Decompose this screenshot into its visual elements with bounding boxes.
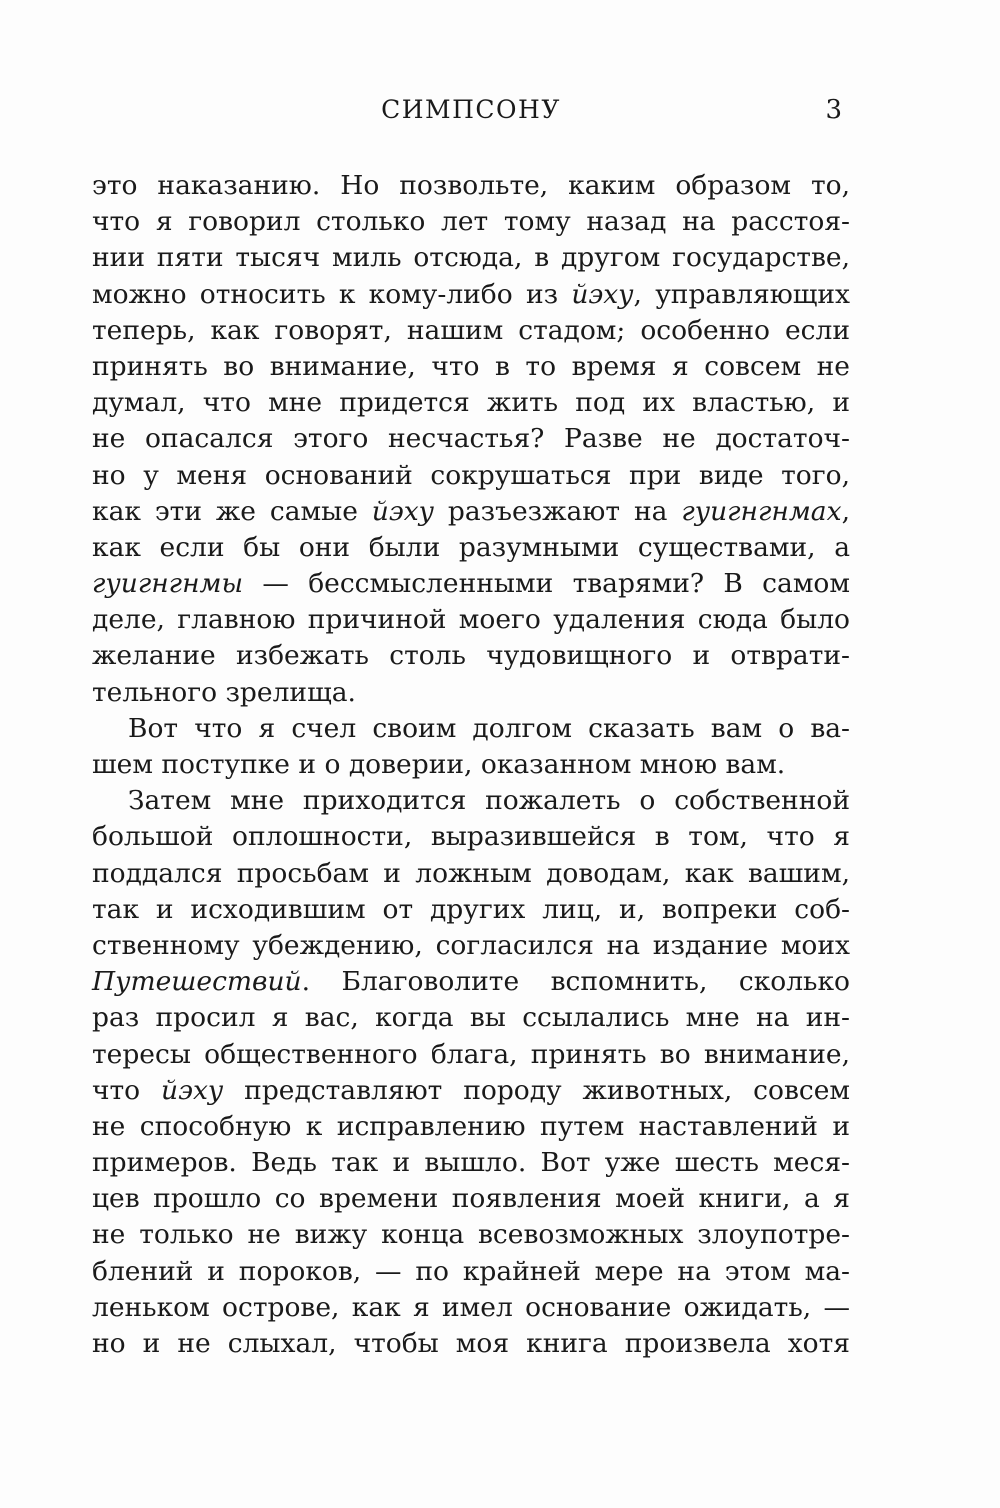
italic-word: йэху — [571, 278, 634, 310]
italic-word: йэху — [371, 495, 435, 527]
text-line — [92, 819, 850, 855]
text-line — [92, 675, 850, 711]
running-head — [92, 92, 850, 128]
text-line — [92, 1109, 850, 1145]
text-line — [92, 313, 850, 349]
text-segment: большой оплошности, выразившейся в том, что я — [92, 821, 850, 853]
text-segment: не способную к исправлению путем наставлений и — [92, 1110, 850, 1142]
text-line — [92, 421, 850, 457]
text-line — [92, 385, 850, 421]
text-segment: принять во внимание, что в то время я совсем не — [92, 350, 850, 382]
page-number: 3 — [825, 95, 842, 125]
text-segment: тересы общественного блага, принять во внимание, — [92, 1038, 850, 1070]
text-segment: нии пяти тысяч миль отсюда, в другом государстве, — [92, 242, 850, 274]
text-segment: деле, главною причиной моего удаления сюда было — [92, 604, 850, 636]
text-segment: но и не слыхал, чтобы моя книга произвела хотя — [92, 1328, 850, 1359]
text-line — [92, 1217, 850, 1253]
italic-word: гуигнгнмы — [92, 568, 244, 600]
text-line — [92, 458, 850, 494]
text-line — [92, 204, 850, 240]
text-line — [92, 928, 850, 964]
text-line — [92, 566, 850, 602]
text-line — [92, 1181, 850, 1217]
text-line — [92, 168, 850, 204]
text-line — [92, 1073, 850, 1109]
text-segment: блений и пороков, — по крайней мере на этом ма- — [92, 1255, 850, 1287]
italic-word: йэху — [161, 1074, 224, 1106]
italic-word: гуигнгнмах — [681, 495, 842, 527]
text-segment: разъезжают на — [434, 495, 682, 527]
text-segment: это наказанию. Но позвольте, каким образом то, — [92, 170, 850, 201]
text-line — [92, 349, 850, 385]
text-segment: ственному убеждению, согласился на издание моих — [92, 929, 850, 961]
text-segment: желание избежать столь чудовищного и отврати- — [92, 640, 850, 672]
text-line — [92, 783, 850, 819]
text-line — [92, 1000, 850, 1036]
text-segment: тельного зрелища. — [92, 676, 356, 708]
text-segment: . Благоволите вспомнить, сколько — [301, 966, 850, 998]
text-segment: так и исходившим от других лиц, и, вопреки соб- — [92, 893, 850, 925]
text-line — [92, 240, 850, 276]
text-segment: Вот что я счел своим долгом сказать вам о ва- — [128, 712, 850, 744]
text-line — [92, 530, 850, 566]
text-line — [92, 277, 850, 313]
text-line — [92, 964, 850, 1000]
text-segment: поддался просьбам и ложным доводам, как вашим, — [92, 857, 850, 889]
text-segment: , — [841, 495, 850, 527]
text-segment: раз просил я вас, когда вы ссылались мне на ин- — [92, 1002, 850, 1034]
text-segment: , управляющих — [633, 278, 851, 310]
text-segment: думал, что мне придется жить под их властью, и — [92, 387, 850, 419]
text-segment: — бессмысленными тварями? В самом — [243, 568, 850, 600]
text-line — [92, 892, 850, 928]
text-segment: Затем мне приходится пожалеть о собственной — [128, 785, 850, 817]
text-segment: но у меня оснований сокрушаться при виде того, — [92, 459, 850, 491]
text-segment: как если бы они были разумными существами, а — [92, 531, 850, 563]
text-line — [92, 747, 850, 783]
body-text — [92, 168, 850, 1362]
text-line — [92, 602, 850, 638]
text-segment: что — [92, 1074, 162, 1106]
text-segment: не только не вижу конца всевозможных злоупотре- — [92, 1219, 850, 1251]
text-segment: как эти же самые — [92, 495, 372, 527]
text-segment: леньком острове, как я имел основание ожидать, — — [92, 1291, 850, 1323]
text-segment: цев прошло со времени появления моей книги, а я — [92, 1183, 850, 1215]
text-line — [92, 494, 850, 530]
text-segment: что я говорил столько лет тому назад на расстоя- — [92, 206, 850, 238]
text-line — [92, 856, 850, 892]
text-line — [92, 1254, 850, 1290]
text-segment: не опасался этого несчастья? Разве не достаточ- — [92, 423, 850, 455]
text-line — [92, 1326, 850, 1362]
italic-word: Путешествий — [92, 966, 302, 998]
running-title: СИМПСОНУ — [381, 95, 561, 124]
text-line — [92, 638, 850, 674]
text-segment: представляют породу животных, совсем — [223, 1074, 850, 1106]
text-line — [92, 1145, 850, 1181]
text-segment: можно относить к кому-либо из — [92, 278, 572, 310]
text-line — [92, 1037, 850, 1073]
text-segment: теперь, как говорят, нашим стадом; особенно если — [92, 314, 850, 346]
text-segment: примеров. Ведь так и вышло. Вот уже шесть меся- — [92, 1147, 850, 1179]
text-line — [92, 1290, 850, 1326]
text-line — [92, 711, 850, 747]
text-segment: шем поступке и о доверии, оказанном мною вам. — [92, 749, 786, 780]
